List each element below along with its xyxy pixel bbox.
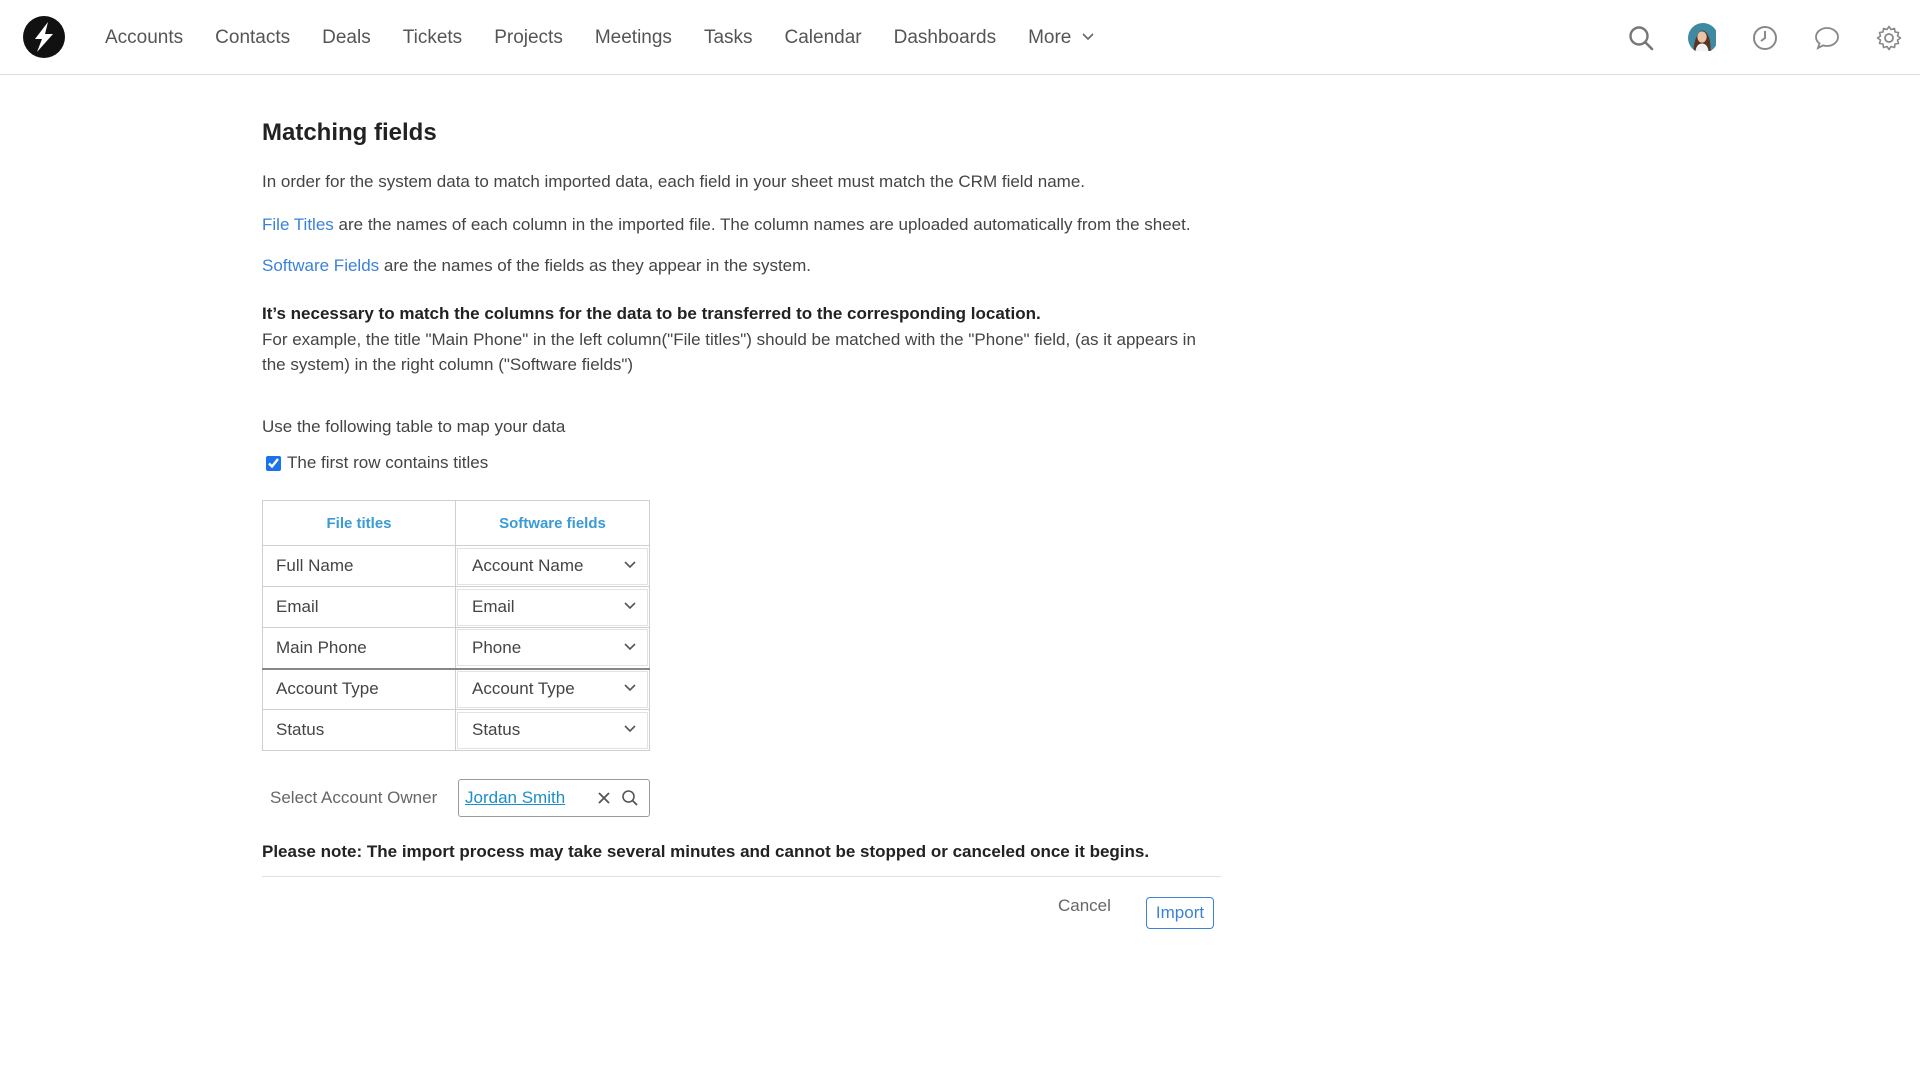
avatar [1688,23,1718,53]
software-fields-text: are the names of the fields as they appear in the system. [379,256,812,275]
user-avatar-button[interactable] [1672,0,1734,75]
example-text: For example, the title "Main Phone" in the left column("File titles") should be matched with the "Phone" field, (as it appears in the system) in the right column ("Software fields") [262,330,1196,374]
table-row [263,546,650,587]
table-row [263,628,650,669]
file-title-cell: Main Phone [263,628,456,669]
page-title: Matching fields [262,119,437,146]
import-warning-note: Please note: The import process may take several minutes and cannot be stopped or canceled once it begins. [262,842,1150,861]
search-icon[interactable] [617,785,643,811]
clock-icon[interactable] [1734,0,1796,75]
file-title-cell: Full Name [263,546,456,587]
table-row [263,587,650,628]
software-field-value: Account Name [472,556,584,575]
necessary-notice: It’s necessary to match the columns for the data to be transferred to the corresponding location. [262,304,1041,323]
chat-icon[interactable] [1796,0,1858,75]
software-field-value: Phone [472,637,522,657]
account-owner-value-link[interactable]: Jordan Smith [465,787,566,807]
nav-item-projects[interactable]: Projects [494,27,563,48]
import-button[interactable]: Import [1146,897,1214,929]
intro-text: In order for the system data to match imported data, each field in your sheet must match the CRM field name. [262,172,1085,191]
chevron-down-icon [623,679,637,699]
software-field-select[interactable] [457,548,648,585]
file-titles-link[interactable]: File Titles [262,215,334,234]
file-title-cell: Account Type [263,669,456,710]
software-field-select[interactable] [457,629,648,666]
top-icons [1610,0,1920,75]
table-row [263,710,650,751]
software-field-value: Email [472,597,515,616]
chevron-down-icon [623,556,637,576]
chevron-down-icon [623,638,637,658]
nav-item-meetings[interactable]: Meetings [594,27,672,48]
software-fields-header: Software fields [456,501,650,546]
account-owner-lookup[interactable] [458,779,650,817]
first-row-titles-label: The first row contains titles [287,453,489,472]
table-row [263,669,650,710]
file-title-cell: Status [263,710,456,751]
software-fields-link[interactable]: Software Fields [262,256,380,275]
chevron-down-icon [623,597,637,617]
cancel-button[interactable]: Cancel [1058,896,1111,915]
chevron-down-icon [1081,0,1095,75]
software-field-select[interactable] [457,712,648,749]
use-table-label: Use the following table to map your data [262,417,566,436]
file-titles-explanation [262,215,1191,235]
first-row-titles-option[interactable] [266,453,488,473]
nav-item-calendar[interactable]: Calendar [784,27,862,48]
software-field-value: Account Type [472,679,575,699]
nav-item-deals[interactable]: Deals [322,27,371,48]
bolt-logo-icon[interactable] [22,15,66,59]
account-owner-label: Select Account Owner [270,787,438,807]
software-field-select[interactable] [457,589,648,626]
file-title-cell: Email [263,587,456,628]
software-field-select[interactable] [457,671,648,708]
main-nav [89,0,1111,75]
nav-item-dashboards[interactable]: Dashboards [893,27,997,48]
account-owner-row [262,778,650,817]
software-field-value: Status [472,720,521,739]
file-titles-header: File titles [263,501,456,546]
nav-item-contacts[interactable]: Contacts [215,27,291,48]
nav-item-accounts[interactable]: Accounts [105,27,184,48]
nav-item-tickets[interactable]: Tickets [402,27,463,48]
file-titles-text: are the names of each column in the imported file. The column names are uploaded automatically from the sheet. [333,215,1191,234]
software-fields-explanation [262,256,811,276]
footer-divider [262,876,1221,877]
top-navigation-bar [0,0,1920,75]
search-icon[interactable] [1610,0,1672,75]
settings-icon[interactable] [1858,0,1920,75]
nav-more-label: More [1028,27,1072,48]
nav-item-tasks[interactable]: Tasks [703,27,753,48]
nav-more-menu[interactable] [1012,0,1111,75]
chevron-down-icon [623,720,637,740]
mapping-table [262,500,650,751]
first-row-titles-checkbox[interactable] [266,456,281,471]
close-icon[interactable] [591,785,617,811]
